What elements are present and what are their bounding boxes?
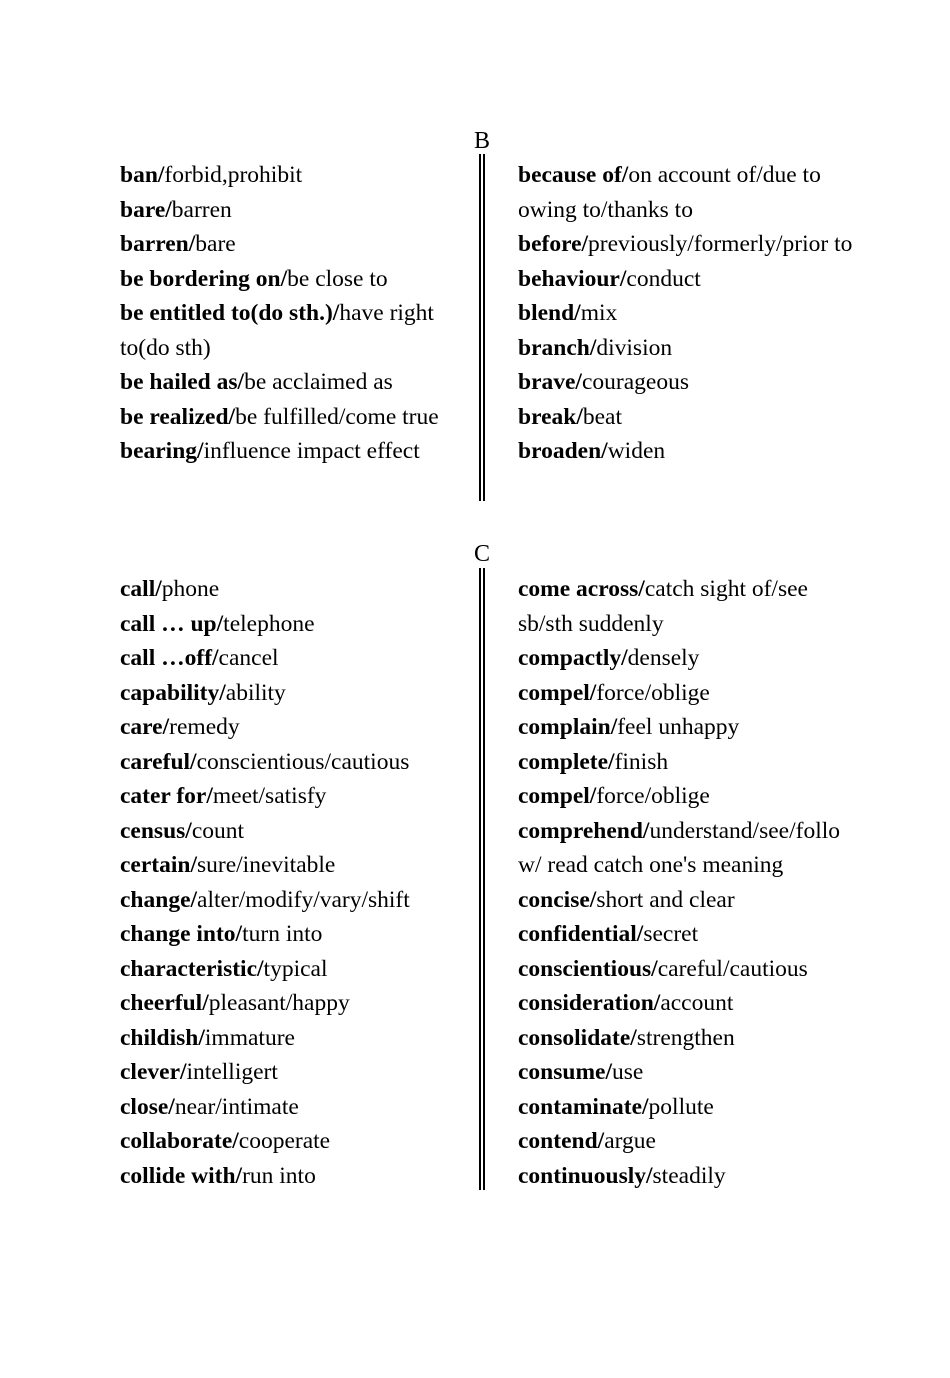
entry (120, 296, 465, 365)
entry-term: call …off/ (120, 645, 219, 671)
entry-term: change into/ (120, 921, 243, 947)
entry-term: ban/ (120, 162, 165, 188)
entry-term: capability/ (120, 679, 226, 706)
entry (518, 331, 858, 366)
entry (120, 710, 465, 745)
entry-definition: division (596, 334, 673, 361)
entry (120, 986, 465, 1021)
entry-definition: cooperate (238, 1128, 331, 1154)
entry-definition: force/oblige (596, 679, 710, 706)
entry-term: contend/ (518, 1128, 605, 1154)
entry-definition: catch sight of/see sb/sth suddenly (518, 576, 808, 637)
entry (120, 745, 465, 780)
entry-definition: pleasant/happy (208, 990, 350, 1016)
entry-term: before/ (518, 231, 589, 257)
entry (518, 641, 858, 676)
entry-definition: telephone (223, 610, 315, 637)
entry-term: certain/ (120, 852, 197, 878)
column-divider (479, 154, 485, 501)
entry-term: come across/ (518, 576, 645, 602)
entry (120, 158, 465, 193)
entry-definition: pollute (648, 1093, 714, 1120)
entry-definition: be close to (287, 265, 388, 292)
entry (120, 365, 465, 400)
entry-definition: barren (171, 196, 232, 223)
entry (518, 986, 858, 1021)
entry-term: consume/ (518, 1059, 612, 1085)
entry-definition: conduct (626, 265, 701, 292)
entry-term: compel/ (518, 783, 597, 809)
entry (120, 641, 465, 676)
entry (518, 434, 858, 469)
entry-term: branch/ (518, 334, 597, 361)
entry-term: concise/ (518, 886, 597, 913)
entry-term: be hailed as/ (120, 369, 245, 395)
entry-term: care/ (120, 714, 170, 740)
entry-list-left (120, 572, 465, 1193)
entry-definition: phone (161, 576, 220, 602)
entry-definition: feel unhappy (617, 714, 740, 740)
entry (120, 434, 465, 469)
entry-definition: forbid,prohibit (164, 162, 303, 188)
entry-definition: ability (225, 679, 286, 706)
entry-definition: intelligert (186, 1059, 278, 1085)
entry-definition: near/intimate (174, 1093, 299, 1120)
entry-term: call/ (120, 576, 162, 602)
entry-definition: widen (607, 438, 666, 464)
entry-term: broaden/ (518, 438, 608, 464)
entry-definition: argue (604, 1128, 656, 1154)
entry-definition: densely (627, 645, 700, 671)
entry (518, 227, 858, 262)
entry (120, 227, 465, 262)
entry-term: comprehend/ (518, 817, 650, 844)
entry-definition: beat (582, 403, 622, 430)
entry (518, 676, 858, 711)
entry-definition: mix (580, 300, 618, 326)
entry (120, 1021, 465, 1056)
entry-term: confidential/ (518, 921, 644, 947)
entry (518, 952, 858, 987)
entry-term: be bordering on/ (120, 265, 288, 292)
entry (120, 1090, 465, 1125)
entry-definition: count (191, 817, 245, 844)
entry-term: collide with/ (120, 1162, 243, 1189)
entry (120, 848, 465, 883)
entry-definition: have right to(do sth) (120, 300, 434, 361)
entry-term: change/ (120, 886, 198, 913)
entry (120, 952, 465, 987)
entry-definition: strengthen (636, 1024, 735, 1051)
entry-term: because of/ (518, 162, 629, 188)
entry-term: compel/ (518, 679, 597, 706)
entry-term: clever/ (120, 1059, 187, 1085)
entry (518, 1021, 858, 1056)
entry-definition: run into (242, 1162, 316, 1189)
entry (120, 1124, 465, 1159)
entry-term: brave/ (518, 369, 582, 395)
entry-definition: meet/satisfy (212, 783, 327, 809)
entry (518, 400, 858, 435)
entry-definition: remedy (169, 714, 240, 740)
entry-definition: understand/see/follow/ read catch one's meaning (518, 817, 840, 878)
entry-term: continuously/ (518, 1162, 653, 1189)
entry-term: collaborate/ (120, 1128, 239, 1154)
entry (518, 814, 858, 883)
entry-term: close/ (120, 1093, 175, 1120)
entry-definition: conscientious/cautious (196, 748, 410, 775)
entry-term: be realized/ (120, 403, 236, 430)
section-letter: B (473, 128, 490, 154)
entry-list-right (518, 572, 858, 1193)
entry-definition: finish (614, 748, 669, 775)
entry (518, 1090, 858, 1125)
entry-definition: previously/formerly/prior to (588, 231, 853, 257)
entry (518, 883, 858, 918)
entry (518, 1159, 858, 1194)
entry-term: careful/ (120, 748, 197, 775)
entry (120, 883, 465, 918)
entry (518, 1055, 858, 1090)
entry-term: behaviour/ (518, 265, 627, 292)
entry (518, 262, 858, 297)
entry-definition: cancel (218, 645, 279, 671)
entry-definition: on account of/due to owing to/thanks to (518, 162, 821, 223)
entry-definition: careful/cautious (657, 955, 808, 982)
section-letter: C (473, 541, 490, 567)
entry-term: blend/ (518, 300, 581, 326)
entry-list-right (518, 158, 858, 469)
entry (518, 572, 858, 641)
entry-definition: turn into (242, 921, 323, 947)
entry-term: barren/ (120, 231, 196, 257)
entry (518, 710, 858, 745)
entry-definition: influence impact effect (203, 438, 420, 464)
entry-term: contaminate/ (518, 1093, 649, 1120)
entry (120, 1159, 465, 1194)
entry-term: characteristic/ (120, 955, 264, 982)
entry-term: complete/ (518, 748, 615, 775)
entry-term: complain/ (518, 714, 618, 740)
entry-term: call … up/ (120, 610, 224, 637)
entry-term: conscientious/ (518, 955, 658, 982)
entry-term: childish/ (120, 1024, 205, 1051)
entry-definition: courageous (581, 369, 689, 395)
entry-definition: short and clear (596, 886, 735, 913)
entry-definition: bare (195, 231, 236, 257)
entry-definition: account (660, 990, 734, 1016)
entry (120, 262, 465, 297)
entry-definition: be fulfilled/come true (235, 403, 439, 430)
entry (120, 676, 465, 711)
entry-term: cater for/ (120, 783, 213, 809)
entry (518, 1124, 858, 1159)
entry-definition: steadily (652, 1162, 726, 1189)
entry-term: compactly/ (518, 645, 628, 671)
entry (120, 1055, 465, 1090)
entry (518, 365, 858, 400)
entry-term: cheerful/ (120, 990, 209, 1016)
entry-term: bare/ (120, 196, 172, 223)
entry (518, 745, 858, 780)
entry (518, 296, 858, 331)
entry-definition: alter/modify/vary/shift (197, 886, 410, 913)
entry-term: census/ (120, 817, 192, 844)
entry-definition: sure/inevitable (197, 852, 336, 878)
entry (120, 572, 465, 607)
entry (120, 607, 465, 642)
entry-definition: force/oblige (596, 783, 710, 809)
entry-definition: secret (643, 921, 699, 947)
entry-definition: be acclaimed as (244, 369, 393, 395)
entry (518, 158, 858, 227)
entry-term: break/ (518, 403, 583, 430)
entry (120, 779, 465, 814)
entry-term: be entitled to(do sth.)/ (120, 300, 340, 326)
column-divider (479, 568, 485, 1190)
entry (120, 814, 465, 849)
entry-definition: use (612, 1059, 644, 1085)
entry-term: bearing/ (120, 438, 204, 464)
entry-term: consolidate/ (518, 1024, 637, 1051)
entry (120, 917, 465, 952)
entry (518, 779, 858, 814)
entry (518, 917, 858, 952)
entry (120, 400, 465, 435)
entry-term: consideration/ (518, 990, 661, 1016)
entry-list-left (120, 158, 465, 469)
entry-definition: typical (263, 955, 328, 982)
entry (120, 193, 465, 228)
entry-definition: immature (204, 1024, 295, 1051)
